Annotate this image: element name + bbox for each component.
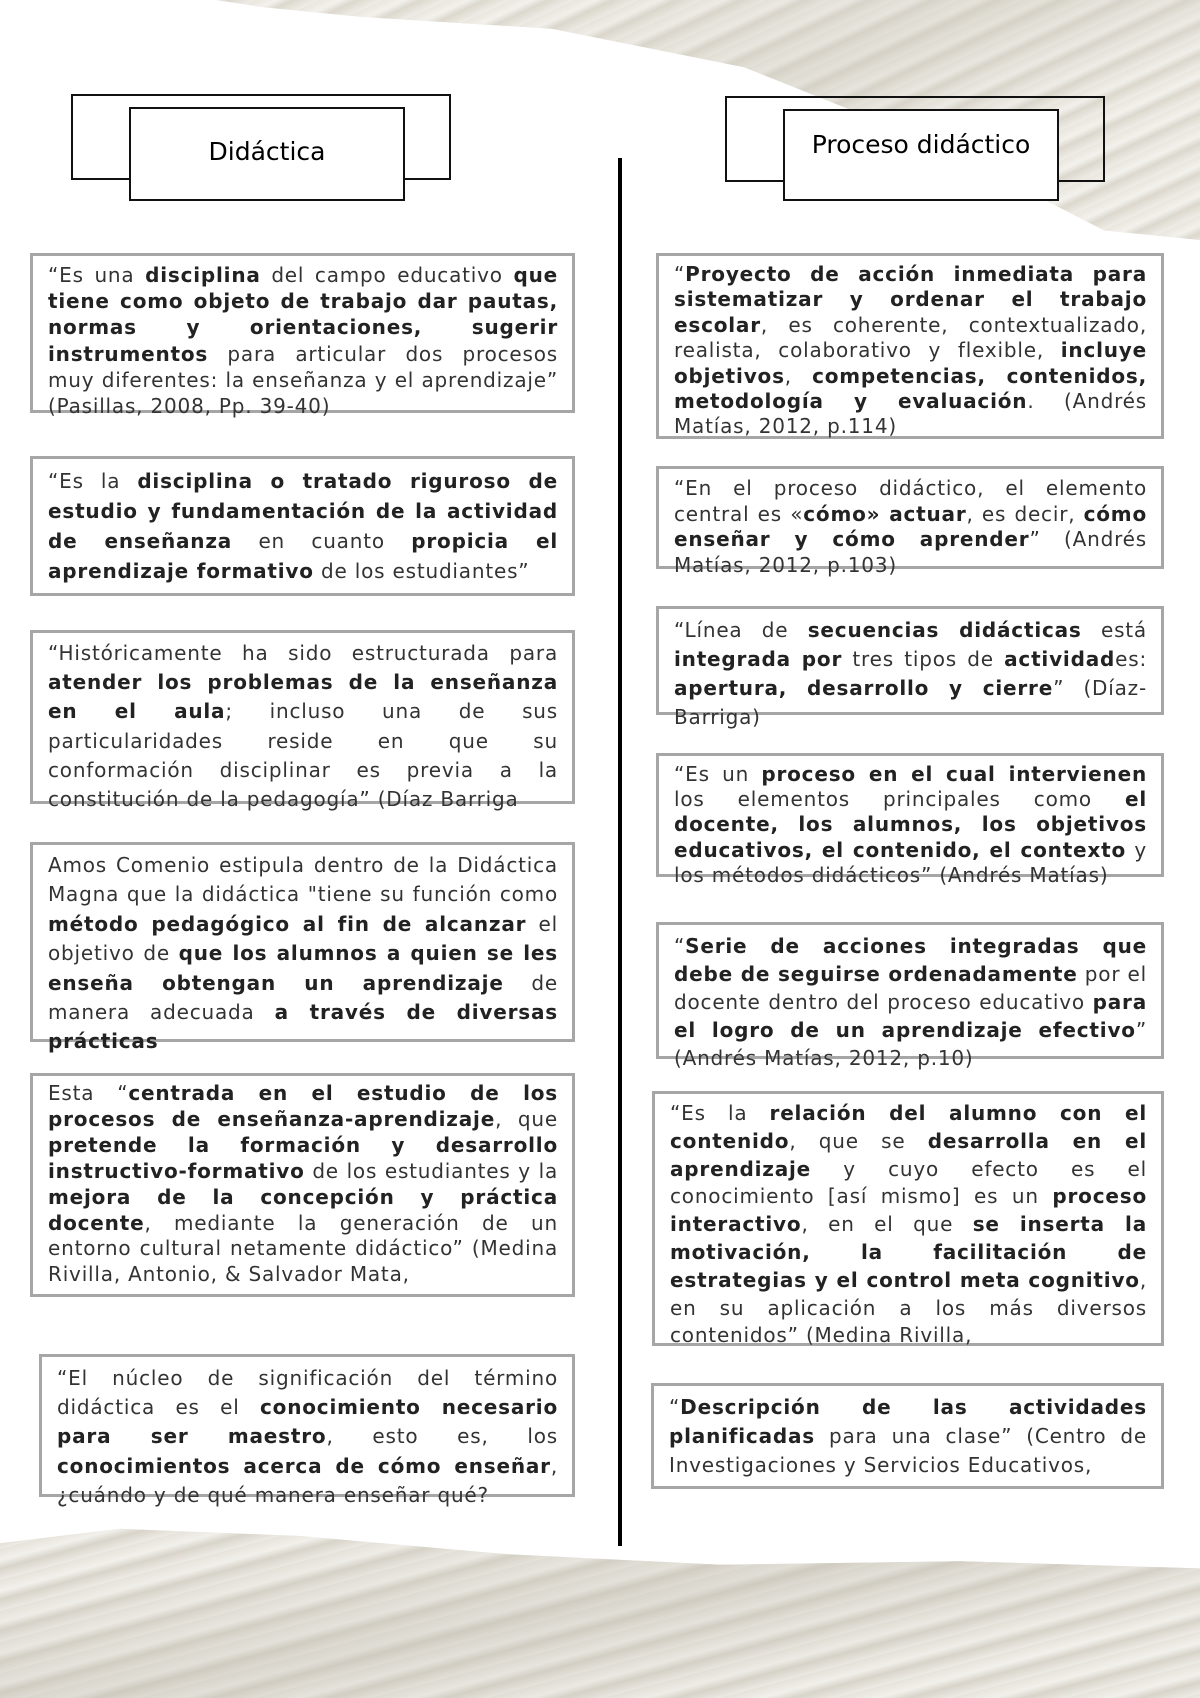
column-divider [618,158,622,1546]
text-segment: “ [674,262,686,286]
bold-text-segment: propicia el aprendizaje formativo [48,529,558,583]
left-quote-text [48,1081,558,1288]
bold-text-segment: Proyecto de acción inmediata para sistematizar y ordenar el trabajo escolar [674,262,1147,337]
text-segment: ” (Andrés Matías, 2012, p.10) [674,1018,1147,1070]
right-quote-text [674,476,1147,578]
bold-text-segment: pretende la formación y desarrollo instructivo-formativo [48,1132,558,1183]
text-segment: . (Andrés Matías, 2012, p.114) [674,389,1147,439]
bold-text-segment: desarrolla en el aprendizaje [670,1128,1148,1181]
left-quote-card [30,630,575,812]
text-segment: y cuyo efecto es el conocimiento [así mismo] es un [670,1156,1147,1209]
bold-text-segment: incluye objetivos [674,338,1147,388]
bold-text-segment: para el logro de un aprendizaje efectivo [674,990,1147,1042]
text-segment: , es decir, [966,501,1084,526]
left-quote-card [30,456,575,596]
right-title-box [783,109,1059,201]
text-segment: “Es la [670,1101,770,1125]
text-segment: , en su aplicación a los más diversos contenidos” (Medina Rivilla, [670,1267,1147,1348]
text-segment: y los métodos didácticos” (Andrés Matías) [674,837,1147,887]
left-quote-card [39,1354,575,1507]
bold-text-segment: cómo enseñar y cómo aprender [674,501,1147,552]
bold-text-segment: que tiene como objeto de trabajo dar pautas, normas y orientaciones, sugerir instrumentos [48,263,558,366]
text-segment: “En el proceso didáctico, el elemento central es « [674,476,1147,526]
text-segment: de manera adecuada [48,970,558,1025]
bold-text-segment: mejora de la concepción y práctica docente [48,1184,558,1235]
text-segment: “El núcleo de significación del término didáctica es el [57,1366,558,1420]
right-quote-text [674,932,1147,1072]
text-segment: “Históricamente ha sido estructurada para [48,641,558,665]
text-segment: tres tipos de [842,647,1005,671]
left-quote-card [30,1073,575,1297]
text-segment: “Es una [48,263,146,287]
bold-text-segment: integrada por [674,647,843,671]
bold-text-segment: se inserta la motivación, la facilitación de estrategias y el control meta cognitivo [670,1212,1147,1292]
left-quote-text [48,466,558,586]
text-segment: en cuanto [232,529,412,553]
text-segment: es: [1115,647,1147,671]
right-quote-text [670,1100,1147,1350]
text-segment: , es coherente, contextualizado, realista, colaborativo y flexible, [674,312,1147,363]
bold-text-segment: apertura, desarrollo y cierre [674,676,1054,700]
text-segment: “Es la [48,469,138,493]
text-segment: los elementos principales como [674,787,1125,812]
bold-text-segment: relación del alumno con el contenido [670,1101,1147,1153]
bold-text-segment: el docente, los alumnos, los objetivos educativos, el contenido, el contexto [674,787,1147,862]
left-quote-card [30,253,575,419]
text-segment: Esta “ [48,1081,129,1105]
text-segment: , que [495,1106,559,1131]
text-segment: para articular dos procesos muy diferentes: la enseñanza y el aprendizaje” (Pasillas, 2008, Pp. 39-40) [48,341,558,419]
bold-text-segment: disciplina o tratado riguroso de estudio y fundamentación de la actividad de enseñanza [48,469,558,553]
bold-text-segment: que los alumnos a quien se les enseña obtengan un aprendizaje [48,941,558,995]
text-segment: , que se [789,1128,928,1153]
bold-text-segment: secuencias didácticas [807,618,1082,642]
right-quote-text [674,262,1147,440]
text-segment: ; incluso una de sus particularidades reside en que su conformación disciplinar es previa a la constitución de la pedagogía” (Díaz Barriga [48,699,558,812]
text-segment: , [784,363,813,388]
right-quote-card [656,753,1164,887]
text-segment: “Línea de [674,618,808,642]
text-segment: del campo educativo [260,263,514,287]
text-segment: “ [674,934,686,958]
text-segment: está [1081,618,1147,642]
left-quote-card [30,842,575,1054]
text-segment: “Es un [674,762,762,786]
text-segment: de los estudiantes” [313,559,530,583]
text-segment: ” (Díaz-Barriga) [674,676,1147,729]
bold-text-segment: Descripción de las actividades planificadas [669,1395,1147,1448]
bold-text-segment: método pedagógico al fin de alcanzar [48,911,527,936]
bold-text-segment: a través de diversas prácticas [48,1000,558,1054]
text-segment: de los estudiantes y la [304,1158,558,1183]
text-segment: ” (Andrés Matías, 2012, p.103) [674,527,1147,577]
right-quote-card [656,253,1164,439]
bold-text-segment: atender los problemas de la enseñanza en el aula [48,670,558,724]
bold-text-segment: disciplina [145,263,261,287]
left-quote-text [48,851,558,1057]
text-segment: , mediante la generación de un entorno cultural netamente didáctico” (Medina Rivilla, Antonio, & Salvador Mata, [48,1210,558,1287]
crumpled-paper-bottom-decoration [0,1518,1200,1698]
right-quote-card [656,466,1164,577]
text-segment: , ¿cuándo y de qué manera enseñar qué? [57,1453,558,1507]
right-quote-text [669,1393,1147,1480]
right-quote-card [656,606,1164,729]
left-quote-text [48,639,558,814]
bold-text-segment: competencias, contenidos, metodología y evaluación [674,363,1147,414]
bold-text-segment: proceso en el cual intervienen [761,762,1147,786]
bold-text-segment: actividad [1004,647,1116,671]
bold-text-segment: cómo» actuar [803,501,967,526]
bold-text-segment: conocimientos acerca de cómo enseñar [57,1453,551,1478]
right-quote-text [674,616,1147,732]
text-segment: para una clase” (Centro de Investigaciones y Servicios Educativos, [669,1424,1147,1477]
text-segment: , esto es, los [326,1424,559,1449]
text-segment: , en el que [801,1212,973,1237]
left-title-box [129,107,405,201]
text-segment: “ [669,1395,681,1419]
right-quote-card [656,922,1164,1070]
right-title: Proceso didáctico [811,130,1031,159]
left-quote-text [48,262,558,419]
text-segment: por el docente dentro del proceso educativo [674,962,1147,1014]
right-quote-text [674,762,1147,888]
left-quote-text [57,1364,558,1510]
bold-text-segment: proceso interactivo [670,1184,1147,1237]
bold-text-segment: Serie de acciones integradas que debe de seguirse ordenadamente [674,934,1147,986]
right-quote-card [651,1383,1164,1489]
right-quote-card [652,1091,1164,1346]
text-segment: Amos Comenio estipula dentro de la Didáctica Magna que la didáctica "tiene su función como [48,853,558,907]
bold-text-segment: centrada en el estudio de los procesos de enseñanza-aprendizaje [48,1081,558,1131]
left-title: Didáctica [208,137,326,166]
bold-text-segment: conocimiento necesario para ser maestro [57,1395,558,1449]
text-segment: el objetivo de [48,911,558,966]
